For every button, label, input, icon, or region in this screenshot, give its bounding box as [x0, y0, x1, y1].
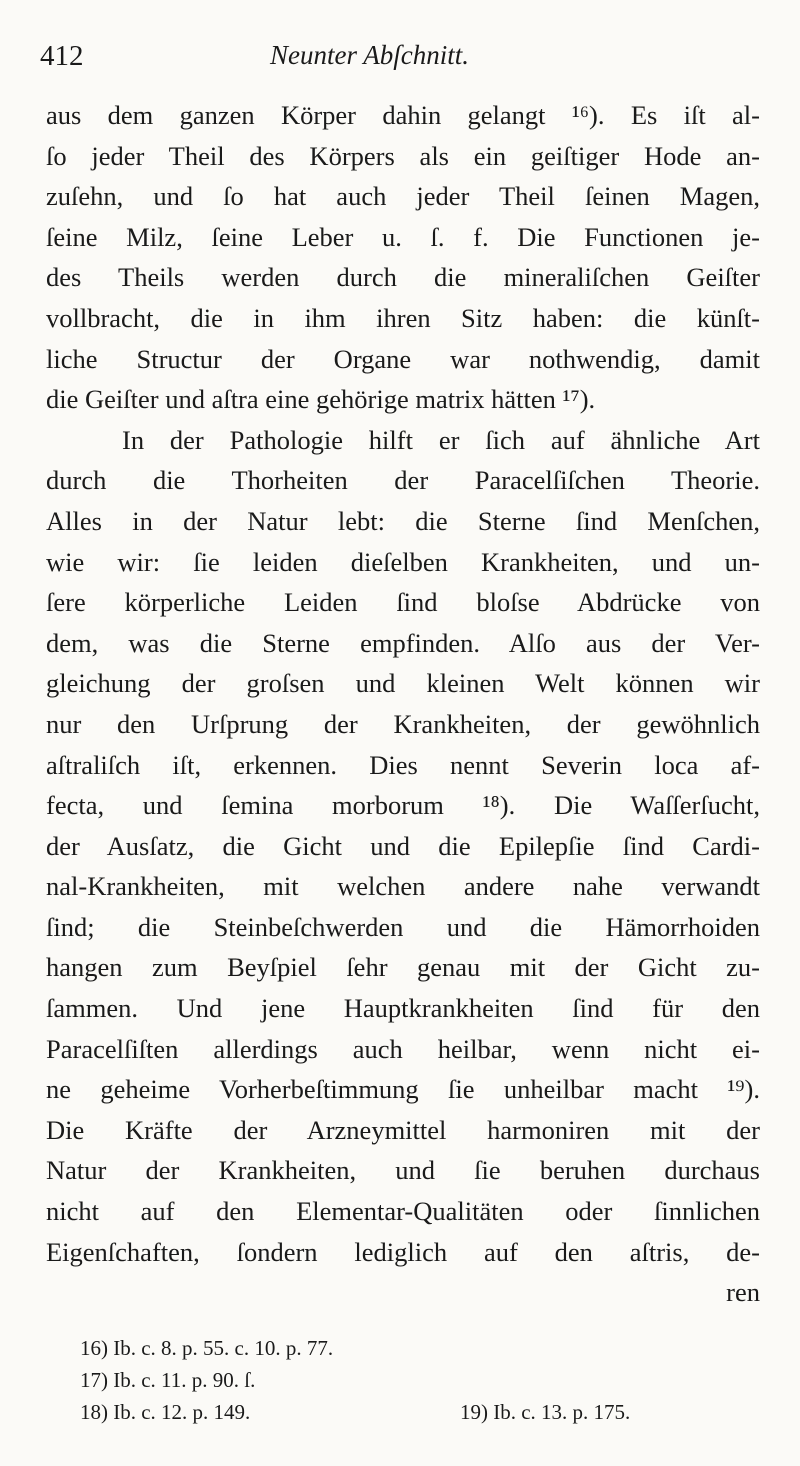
text-line: zuſehn, und ſo hat auch jeder Theil ſeinen Magen, — [46, 181, 760, 212]
text-line: ſeine Milz, ſeine Leber u. ſ. f. Die Functionen je- — [46, 221, 760, 252]
text-line: ſind; die Steinbeſchwerden und die Hämorrhoiden — [46, 911, 760, 942]
text-line: In der Pathologie hilft er ſich auf ähnliche Art — [122, 424, 760, 455]
page-header — [40, 40, 760, 84]
text-line: liche Structur der Organe war nothwendig, damit — [46, 343, 760, 374]
footnote-17: 17) Ib. c. 11. p. 90. ſ. — [80, 1368, 256, 1392]
page-number: 412 — [40, 40, 84, 72]
text-line: ſammen. Und jene Hauptkrankheiten ſind für den — [46, 993, 760, 1024]
text-line: nur den Urſprung der Krankheiten, der gewöhnlich — [46, 708, 760, 739]
text-line: vollbracht, die in ihm ihren Sitz haben: die künſt- — [46, 302, 760, 333]
text-line: ſere körperliche Leiden ſind bloſse Abdrücke von — [46, 587, 760, 618]
catchword: ren — [726, 1277, 760, 1308]
text-line: fecta, und ſemina morborum ¹⁸). Die Waſſerſucht, — [46, 790, 760, 821]
footnote-19: 19) Ib. c. 13. p. 175. — [460, 1400, 631, 1424]
text-line: Die Kräfte der Arzneymittel harmoniren mit der — [46, 1114, 760, 1145]
text-line: durch die Thorheiten der Paracelſiſchen Theorie. — [46, 465, 760, 496]
footnote-18: 18) Ib. c. 12. p. 149. — [80, 1400, 251, 1424]
footnotes — [80, 1332, 740, 1428]
running-title: Neunter Abſchnitt. — [270, 40, 469, 70]
footnote-18-row — [80, 1396, 740, 1428]
text-line: Natur der Krankheiten, und ſie beruhen durchaus — [46, 1155, 760, 1186]
text-line: ne geheime Vorherbeſtimmung ſie unheilbar macht ¹⁹). — [46, 1074, 760, 1105]
text-line: nal-Krankheiten, mit welchen andere nahe verwandt — [46, 871, 760, 902]
text-line: Eigenſchaften, ſondern lediglich auf den aſtris, de- — [46, 1236, 760, 1267]
text-line: wie wir: ſie leiden dieſelben Krankheiten, und un- — [46, 546, 760, 577]
text-line: nicht auf den Elementar-Qualitäten oder ſinnlichen — [46, 1196, 760, 1227]
text-line: dem, was die Sterne empfinden. Alſo aus der Ver- — [46, 627, 760, 658]
text-line: des Theils werden durch die mineraliſchen Geiſter — [46, 262, 760, 293]
text-line: hangen zum Beyſpiel ſehr genau mit der Gicht zu- — [46, 952, 760, 983]
body-text — [46, 95, 760, 1313]
footnote-16: 16) Ib. c. 8. p. 55. c. 10. p. 77. — [80, 1336, 334, 1360]
text-line: der Ausſatz, die Gicht und die Epilepſie ſind Cardi- — [46, 830, 760, 861]
text-line: Alles in der Natur lebt: die Sterne ſind Menſchen, — [46, 505, 760, 536]
text-line: ſo jeder Theil des Körpers als ein geiſtiger Hode an- — [46, 140, 760, 171]
text-line: gleichung der groſsen und kleinen Welt können wir — [46, 668, 760, 699]
text-line: aſtraliſch iſt, erkennen. Dies nennt Severin loca af- — [46, 749, 760, 780]
text-line: die Geiſter und aſtra eine gehörige matrix hätten ¹⁷). — [46, 384, 596, 415]
text-line: Paracelſiſten allerdings auch heilbar, wenn nicht ei- — [46, 1033, 760, 1064]
text-line: aus dem ganzen Körper dahin gelangt ¹⁶). Es iſt al- — [46, 100, 760, 130]
